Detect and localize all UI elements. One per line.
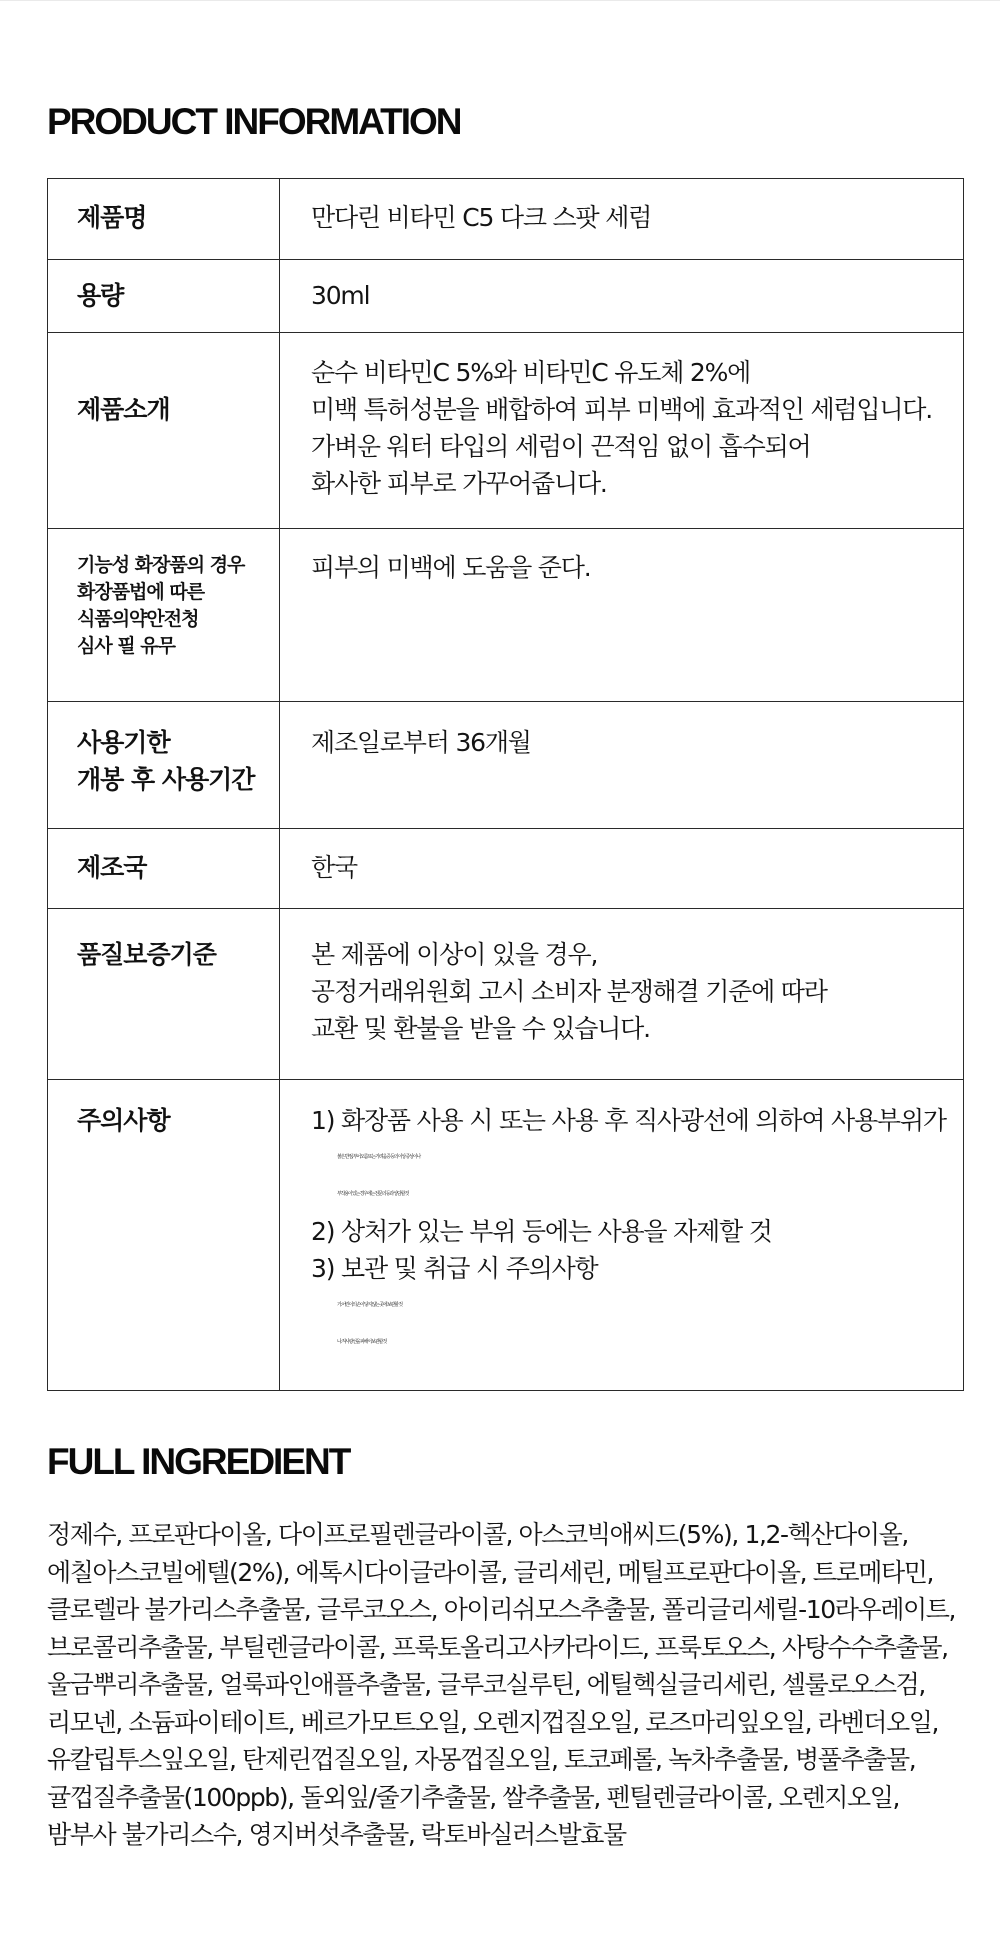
table-row-precautions (48, 1080, 964, 1391)
ingredient-list (47, 1516, 967, 1854)
row-label: 품질보증기준 (48, 909, 280, 1080)
ingredient-line: 리모넨, 소듐파이테이트, 베르가모트오일, 오렌지껍질오일, 로즈마리잎오일, 라벤더오일, (47, 1707, 939, 1737)
row-label: 주의사항 (48, 1080, 280, 1391)
ingredient-line: 에칠아스코빌에텔(2%), 에톡시다이글라이콜, 글리세린, 메틸프로판다이올, 트로메타민, (47, 1557, 933, 1587)
row-value: 본 제품에 이상이 있을 경우, 공정거래위원회 고시 소비자 분쟁해결 기준에 따라 교환 및 환불을 받을 수 있습니다. (280, 909, 964, 1080)
table-row-expiration (48, 702, 964, 829)
product-information-table (47, 178, 964, 1391)
row-value: 30ml (280, 260, 964, 333)
product-information-title: PRODUCT INFORMATION (47, 101, 461, 142)
ingredient-line: 유칼립투스잎오일, 탄제린껍질오일, 자몽껍질오일, 토코페롤, 녹차추출물, 병풀추출물, (47, 1745, 916, 1774)
top-divider (0, 0, 1000, 1)
row-value: 만다린 비타민 C5 다크 스팟 세럼 (280, 179, 964, 260)
ingredient-line: 울금뿌리추출물, 얼룩파인애플추출물, 글루코실루틴, 에틸헥실글리세린, 셀룰로오스검, (47, 1670, 925, 1699)
row-label: 제품명 (48, 179, 280, 260)
table-row-capacity (48, 260, 964, 333)
ingredient-line: 클로렐라 불가리스추출물, 글루코오스, 아이리쉬모스추출물, 폴리글리세릴-10라우레이트, (47, 1595, 956, 1624)
row-value: 1) 화장품 사용 시 또는 사용 후 직사광선에 의하여 사용부위가 붉은 반점, 부어오름 또는 가려움증 등의 이상 증상이나 부작용이 있는 경우에는 전문의 등과 상담할 것 2) 상처가 있는 부위 등에는 사용을 자제할 것 3) 보관 및 취급 시 주의사항 가. 어린이의 손이 닿지 않는 곳에 보관할 것 나. 직사광선을 피해서 보관할 것 (280, 1080, 964, 1391)
ingredient-line: 정제수, 프로판다이올, 다이프로필렌글라이콜, 아스코빅애씨드(5%), 1,2-헥산다이올, (47, 1520, 908, 1549)
ingredient-line: 귤껍질추출물(100ppb), 돌외잎/줄기추출물, 쌀추출물, 펜틸렌글라이콜, 오렌지오일, (47, 1782, 900, 1812)
table-row-country (48, 829, 964, 909)
row-label: 기능성 화장품의 경우 화장품법에 따른 식품의약안전청 심사 필 유무 (48, 529, 280, 702)
row-label: 사용기한 개봉 후 사용기간 (48, 702, 280, 829)
row-value: 순수 비타민C 5%와 비타민C 유도체 2%에 미백 특허성분을 배합하여 피부 미백에 효과적인 세럼입니다. 가벼운 워터 타입의 세럼이 끈적임 없이 흡수되어 화사한 피부로 가꾸어줍니다. (280, 333, 964, 529)
row-label: 용량 (48, 260, 280, 333)
row-label: 제조국 (48, 829, 280, 909)
table-row-product-name (48, 179, 964, 260)
table-row-functional-cosmetics (48, 529, 964, 702)
table-row-quality-guarantee (48, 909, 964, 1080)
row-label: 제품소개 (48, 333, 280, 529)
full-ingredient-title: FULL INGREDIENT (47, 1441, 350, 1482)
table-row-introduction (48, 333, 964, 529)
row-value: 피부의 미백에 도움을 준다. (280, 529, 964, 702)
ingredient-line: 브로콜리추출물, 부틸렌글라이콜, 프룩토올리고사카라이드, 프룩토오스, 사탕수수추출물, (47, 1632, 948, 1662)
ingredient-line: 밤부사 불가리스수, 영지버섯추출물, 락토바실러스발효물 (47, 1820, 626, 1849)
row-value: 한국 (280, 829, 964, 909)
row-value: 제조일로부터 36개월 (280, 702, 964, 829)
